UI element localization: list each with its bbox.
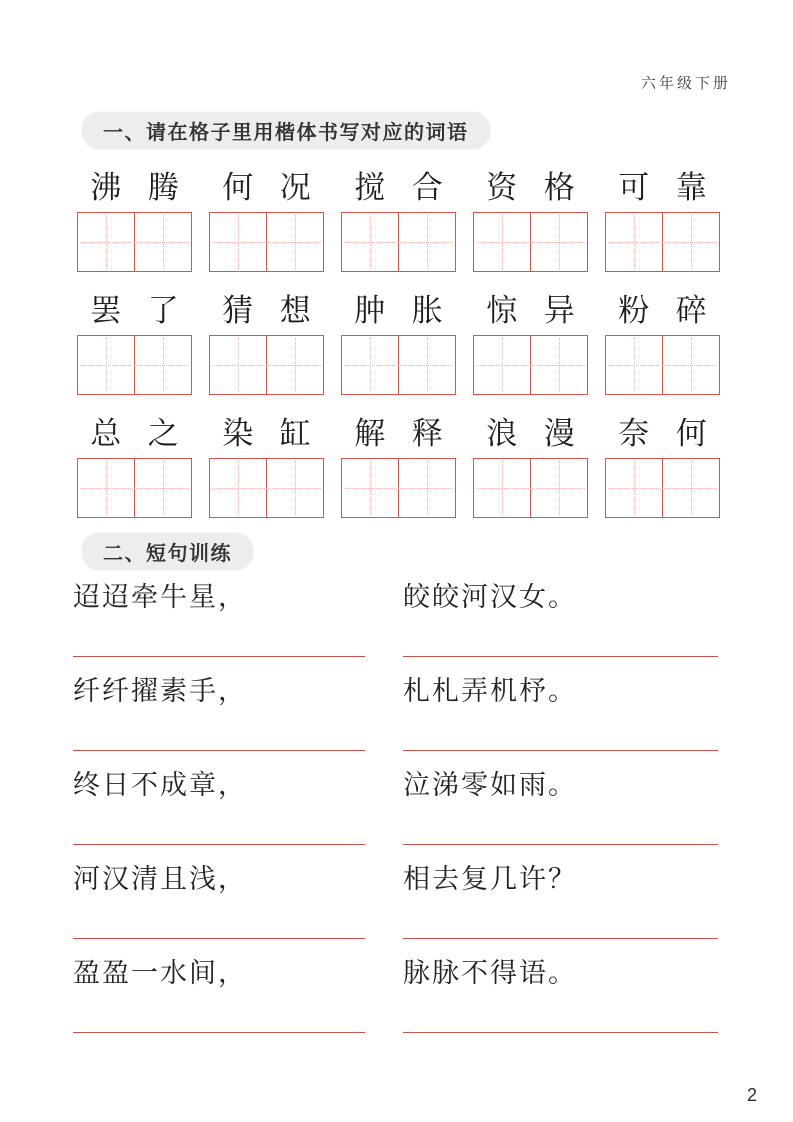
word-char: 胀 [411, 293, 443, 329]
word-group [473, 289, 588, 333]
writing-grid [473, 335, 588, 395]
writing-grid [341, 458, 456, 518]
sentence-text: 纤纤擢素手， [73, 676, 247, 707]
word-group [341, 166, 456, 210]
answer-line [403, 844, 718, 845]
sentence-row [73, 956, 793, 1033]
word-char: 合 [411, 170, 443, 206]
word-group [473, 412, 588, 456]
answer-line [403, 750, 718, 751]
sentence-text: 札札弄机杼。 [403, 676, 577, 707]
word-char: 资 [486, 170, 518, 206]
sentence-text: 相去复几许？ [403, 864, 577, 895]
word-char: 漫 [543, 416, 575, 452]
word-writing-section [77, 166, 720, 518]
grid-guide-h [344, 365, 453, 366]
grid-guide-h [212, 365, 321, 366]
sentence-right-column [403, 768, 718, 845]
sentence-right-column [403, 580, 718, 657]
sentence-text: 迢迢牵牛星， [73, 582, 247, 613]
word-char: 格 [543, 170, 575, 206]
writing-grid [209, 458, 324, 518]
sentence-left-column [73, 580, 365, 657]
answer-line [403, 656, 718, 657]
sentence-right-column [403, 956, 718, 1033]
word-char: 释 [411, 416, 443, 452]
sentence-text: 皎皎河汉女。 [403, 582, 577, 613]
sentence-training-section [73, 580, 793, 1033]
answer-line [73, 1032, 365, 1033]
sentence-left-column [73, 674, 365, 751]
grid-guide-h [476, 365, 585, 366]
word-row [77, 289, 720, 333]
word-char: 惊 [486, 293, 518, 329]
section2-header-row [0, 518, 793, 570]
word-group [77, 412, 192, 456]
word-char: 靠 [675, 170, 707, 206]
writing-grid [209, 212, 324, 272]
grid-guide-h [344, 242, 453, 243]
word-char: 况 [279, 170, 311, 206]
page-header: 六年级下册 [640, 74, 731, 92]
sentence-left-column [73, 862, 365, 939]
grid-guide-h [212, 488, 321, 489]
sentence-row [73, 862, 793, 939]
sentence-text: 泣涕零如雨。 [403, 770, 577, 801]
word-char: 粉 [618, 293, 650, 329]
word-char: 异 [543, 293, 575, 329]
grid-guide-h [80, 488, 189, 489]
word-group [77, 289, 192, 333]
page-number: 2 [746, 1085, 757, 1105]
sentence-left-column [73, 768, 365, 845]
grid-guide-h [608, 242, 717, 243]
writing-grid [209, 335, 324, 395]
word-char: 腾 [147, 170, 179, 206]
word-row [77, 166, 720, 210]
word-char: 缸 [279, 416, 311, 452]
writing-grid [77, 458, 192, 518]
grid-guide-h [476, 488, 585, 489]
word-char: 可 [618, 170, 650, 206]
grid-guide-h [80, 365, 189, 366]
writing-grid [77, 335, 192, 395]
grid-guide-h [344, 488, 453, 489]
word-char: 碎 [675, 293, 707, 329]
grid-guide-h [608, 488, 717, 489]
word-group [341, 289, 456, 333]
word-group [77, 166, 192, 210]
answer-line [73, 656, 365, 657]
word-group [605, 166, 720, 210]
sentence-text: 终日不成章， [73, 770, 247, 801]
word-char: 搅 [354, 170, 386, 206]
writing-grid [473, 212, 588, 272]
word-char: 总 [90, 416, 122, 452]
answer-line [73, 938, 365, 939]
sentence-row [73, 580, 793, 657]
word-char: 解 [354, 416, 386, 452]
writing-grid [77, 212, 192, 272]
answer-line [403, 938, 718, 939]
writing-grid [473, 458, 588, 518]
word-char: 奈 [618, 416, 650, 452]
sentence-row [73, 768, 793, 845]
sentence-text: 脉脉不得语。 [403, 958, 577, 989]
word-group [209, 289, 324, 333]
word-char: 想 [279, 293, 311, 329]
word-char: 染 [222, 416, 254, 452]
sentence-text: 河汉清且浅， [73, 864, 247, 895]
word-char: 罢 [90, 293, 122, 329]
sentence-right-column [403, 862, 718, 939]
section2-title: 二、短句训练 [82, 533, 253, 570]
grid-box-row [77, 335, 720, 395]
sentence-text: 盈盈一水间， [73, 958, 247, 989]
word-group [209, 166, 324, 210]
answer-line [73, 750, 365, 751]
writing-grid [605, 335, 720, 395]
grid-box-row [77, 458, 720, 518]
sentence-row [73, 674, 793, 751]
sentence-left-column [73, 956, 365, 1033]
word-group [209, 412, 324, 456]
writing-grid [605, 458, 720, 518]
word-row [77, 412, 720, 456]
word-char: 何 [222, 170, 254, 206]
word-char: 沸 [90, 170, 122, 206]
word-char: 浪 [486, 416, 518, 452]
word-char: 了 [147, 293, 179, 329]
answer-line [403, 1032, 718, 1033]
word-char: 猜 [222, 293, 254, 329]
word-group [605, 289, 720, 333]
grid-box-row [77, 212, 720, 272]
section1-title: 一、请在格子里用楷体书写对应的词语 [82, 112, 490, 149]
writing-grid [605, 212, 720, 272]
writing-grid [341, 212, 456, 272]
word-char: 肿 [354, 293, 386, 329]
word-char: 何 [675, 416, 707, 452]
grid-guide-h [212, 242, 321, 243]
word-group [473, 166, 588, 210]
answer-line [73, 844, 365, 845]
grid-guide-h [80, 242, 189, 243]
word-group [341, 412, 456, 456]
sentence-right-column [403, 674, 718, 751]
writing-grid [341, 335, 456, 395]
grid-guide-h [476, 242, 585, 243]
word-char: 之 [147, 416, 179, 452]
word-group [605, 412, 720, 456]
grid-guide-h [608, 365, 717, 366]
